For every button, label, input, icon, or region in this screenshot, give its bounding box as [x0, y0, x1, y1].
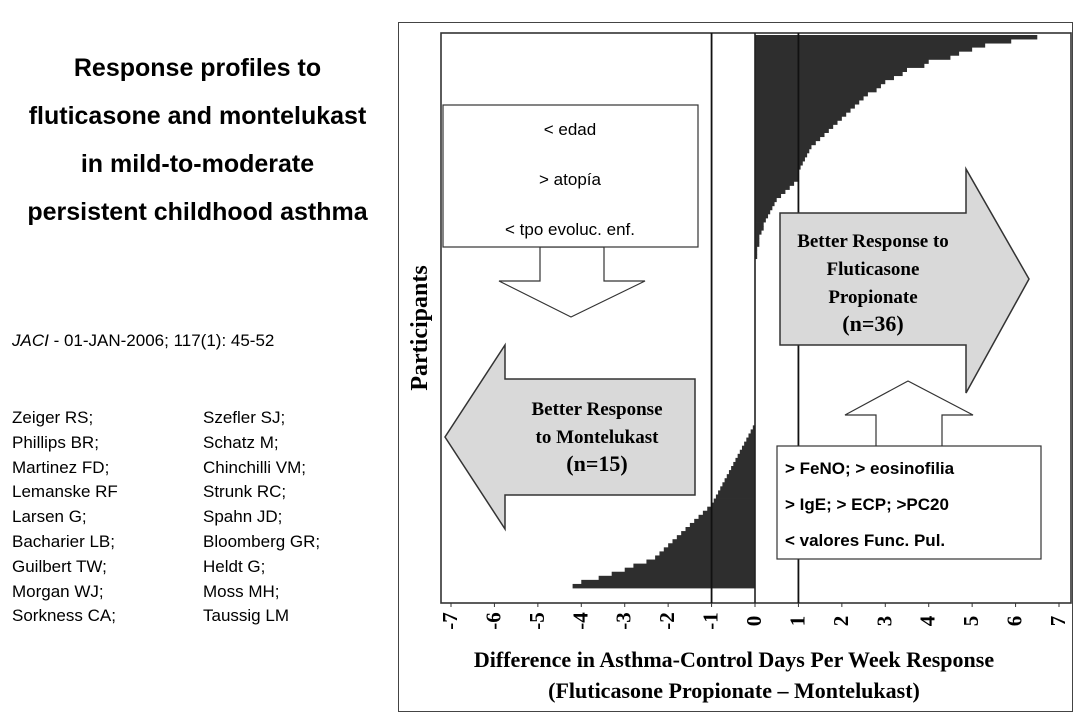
data-bar	[694, 519, 755, 523]
data-bar	[755, 165, 801, 169]
data-bar	[755, 76, 894, 80]
author-name: Moss MH;	[203, 581, 280, 601]
author-name: Bloomberg GR;	[203, 531, 321, 551]
data-bar	[699, 515, 755, 519]
data-bar	[755, 230, 762, 234]
x-tick-label: -5	[524, 612, 549, 630]
data-bar	[755, 194, 781, 198]
data-bar	[755, 137, 820, 141]
fluticasone-predictor-text: < valores Func. Pul.	[785, 531, 946, 550]
data-bar	[755, 63, 924, 67]
montelukast-arrow-text: to Montelukast	[535, 427, 659, 448]
data-bar	[612, 572, 755, 576]
fluticasone-arrow-text: (n=36)	[842, 311, 904, 336]
data-bar	[755, 133, 824, 137]
x-tick-label: 1	[785, 615, 810, 627]
data-bar	[755, 129, 829, 133]
montelukast-predictor-text: > atopía	[539, 170, 601, 189]
x-tick-label: -7	[438, 612, 462, 630]
journal-name: JACI	[12, 331, 49, 350]
data-bar	[672, 539, 755, 543]
author-list-right	[203, 406, 320, 629]
montelukast-predictor-text: < edad	[543, 120, 597, 139]
data-bar	[755, 145, 811, 149]
data-bar	[731, 466, 755, 470]
data-bar	[755, 68, 907, 72]
x-tick-label: -4	[568, 612, 593, 630]
author-name: Chinchilli VM;	[203, 457, 306, 477]
data-bar	[755, 88, 877, 92]
x-tick-group	[438, 603, 1070, 630]
data-bar	[755, 141, 816, 145]
slide-title: Response profiles to fluticasone and montelukast in mild-to-moderate persistent childhood asthma	[27, 54, 368, 226]
data-bar	[755, 206, 772, 210]
fluticasone-predictor-text: > FeNO; > eosinofilia	[785, 459, 955, 478]
data-bar	[712, 503, 755, 507]
data-bar	[755, 112, 846, 116]
x-tick-label: 5	[959, 615, 984, 627]
data-bar	[755, 80, 885, 84]
author-name: Taussig LM	[203, 606, 289, 626]
data-bar	[742, 446, 755, 450]
author-name: Spahn JD;	[203, 507, 283, 527]
author-name: Morgan WJ;	[12, 581, 104, 601]
data-bar	[755, 173, 798, 177]
data-bar	[755, 149, 809, 153]
data-bar	[755, 39, 1011, 43]
data-bar	[755, 161, 803, 165]
data-bar	[748, 433, 755, 437]
author-name: Guilbert TW;	[12, 556, 107, 576]
author-name: Phillips BR;	[12, 432, 99, 452]
data-bar	[718, 490, 755, 494]
data-bar	[755, 202, 775, 206]
x-tick-label: -6	[481, 612, 506, 630]
x-tick-label: 4	[915, 615, 940, 627]
montelukast-predictor-text: < tpo evoluc. enf.	[505, 220, 635, 239]
x-tick-label: 6	[1002, 615, 1027, 627]
data-bar	[755, 100, 859, 104]
citation	[12, 331, 274, 351]
data-bar	[729, 470, 755, 474]
author-name: Zeiger RS;	[12, 408, 94, 427]
data-bar	[646, 560, 755, 564]
data-bar	[755, 47, 972, 51]
x-tick-label: 0	[742, 615, 766, 627]
data-bar	[722, 482, 755, 486]
data-bar	[755, 72, 903, 76]
data-bar	[573, 584, 755, 588]
x-tick-label: 7	[1046, 615, 1070, 627]
data-bar	[659, 551, 755, 555]
arrow-fluticasone	[780, 169, 1029, 393]
data-bar	[755, 43, 985, 47]
author-name: Szefler SJ;	[203, 408, 286, 427]
author-name: Larsen G;	[12, 507, 87, 527]
citation-details: - 01-JAN-2006; 117(1): 45-52	[48, 331, 275, 350]
data-bar	[755, 210, 770, 214]
data-bar	[755, 181, 794, 185]
y-axis-label: Participants	[407, 265, 433, 391]
data-bar	[755, 185, 790, 189]
montelukast-arrow-text: (n=15)	[566, 451, 628, 476]
data-bar	[755, 108, 851, 112]
x-tick-label: 2	[828, 615, 853, 627]
fluticasone-predictor-text: > IgE; > ECP; >PC20	[785, 495, 949, 514]
chart-figure	[398, 22, 1073, 712]
data-bar	[738, 454, 755, 458]
data-bar	[746, 438, 755, 442]
data-bar	[690, 523, 755, 527]
x-tick-label: 3	[872, 615, 897, 627]
data-bar	[686, 527, 755, 531]
data-bar	[755, 169, 798, 173]
data-bar	[755, 104, 855, 108]
fluticasone-arrow-text: Propionate	[828, 287, 918, 308]
down-arrow	[499, 247, 645, 317]
data-bar	[677, 535, 755, 539]
data-bar	[755, 92, 868, 96]
x-tick-label: -1	[698, 612, 723, 630]
data-bar	[755, 59, 929, 63]
author-name: Bacharier LB;	[12, 531, 115, 551]
data-bar	[581, 580, 755, 584]
data-bar	[755, 218, 766, 222]
fluticasone-arrow-text: Better Response to	[797, 231, 949, 252]
data-bar	[633, 564, 755, 568]
data-bar	[755, 157, 805, 161]
data-bar	[733, 462, 755, 466]
author-name: Sorkness CA;	[12, 606, 116, 626]
data-bar	[655, 555, 755, 559]
data-bar	[735, 458, 755, 462]
data-bar	[755, 120, 838, 124]
data-bar	[755, 214, 768, 218]
data-bar	[755, 51, 959, 55]
data-bar	[714, 499, 755, 503]
data-bar	[720, 486, 755, 490]
data-bar	[755, 84, 881, 88]
fluticasone-arrow-text: Fluticasone	[826, 259, 920, 280]
data-bar	[755, 222, 764, 226]
x-axis-label-line2: (Fluticasone Propionate – Montelukast)	[548, 678, 920, 703]
data-bar	[755, 190, 785, 194]
data-bar	[707, 507, 755, 511]
data-bar	[755, 177, 798, 181]
x-tick-label: -2	[655, 612, 680, 630]
author-name: Strunk RC;	[203, 482, 287, 502]
author-list-left	[12, 406, 118, 629]
author-name: Martinez FD;	[12, 457, 110, 477]
data-bar	[681, 531, 755, 535]
data-bar	[755, 124, 833, 128]
author-name: Lemanske RF	[12, 482, 118, 502]
x-tick-label: -3	[611, 612, 636, 630]
data-bar	[716, 494, 755, 498]
data-bar	[725, 478, 755, 482]
up-arrow	[845, 381, 973, 447]
data-bar	[744, 442, 755, 446]
x-axis-label-line1: Difference in Asthma-Control Days Per Week Response	[473, 647, 995, 672]
data-bar	[625, 568, 755, 572]
data-bar	[755, 55, 950, 59]
data-bar	[599, 576, 755, 580]
chart-svg	[399, 23, 1072, 711]
data-bar	[755, 198, 777, 202]
data-bar	[755, 96, 864, 100]
data-bar	[755, 226, 764, 230]
data-bar	[664, 547, 755, 551]
author-name: Schatz M;	[203, 432, 279, 452]
montelukast-arrow-text: Better Response	[531, 399, 663, 420]
author-name: Heldt G;	[203, 556, 266, 576]
data-bar	[755, 35, 1037, 39]
data-bar	[727, 474, 755, 478]
data-bar	[740, 450, 755, 454]
